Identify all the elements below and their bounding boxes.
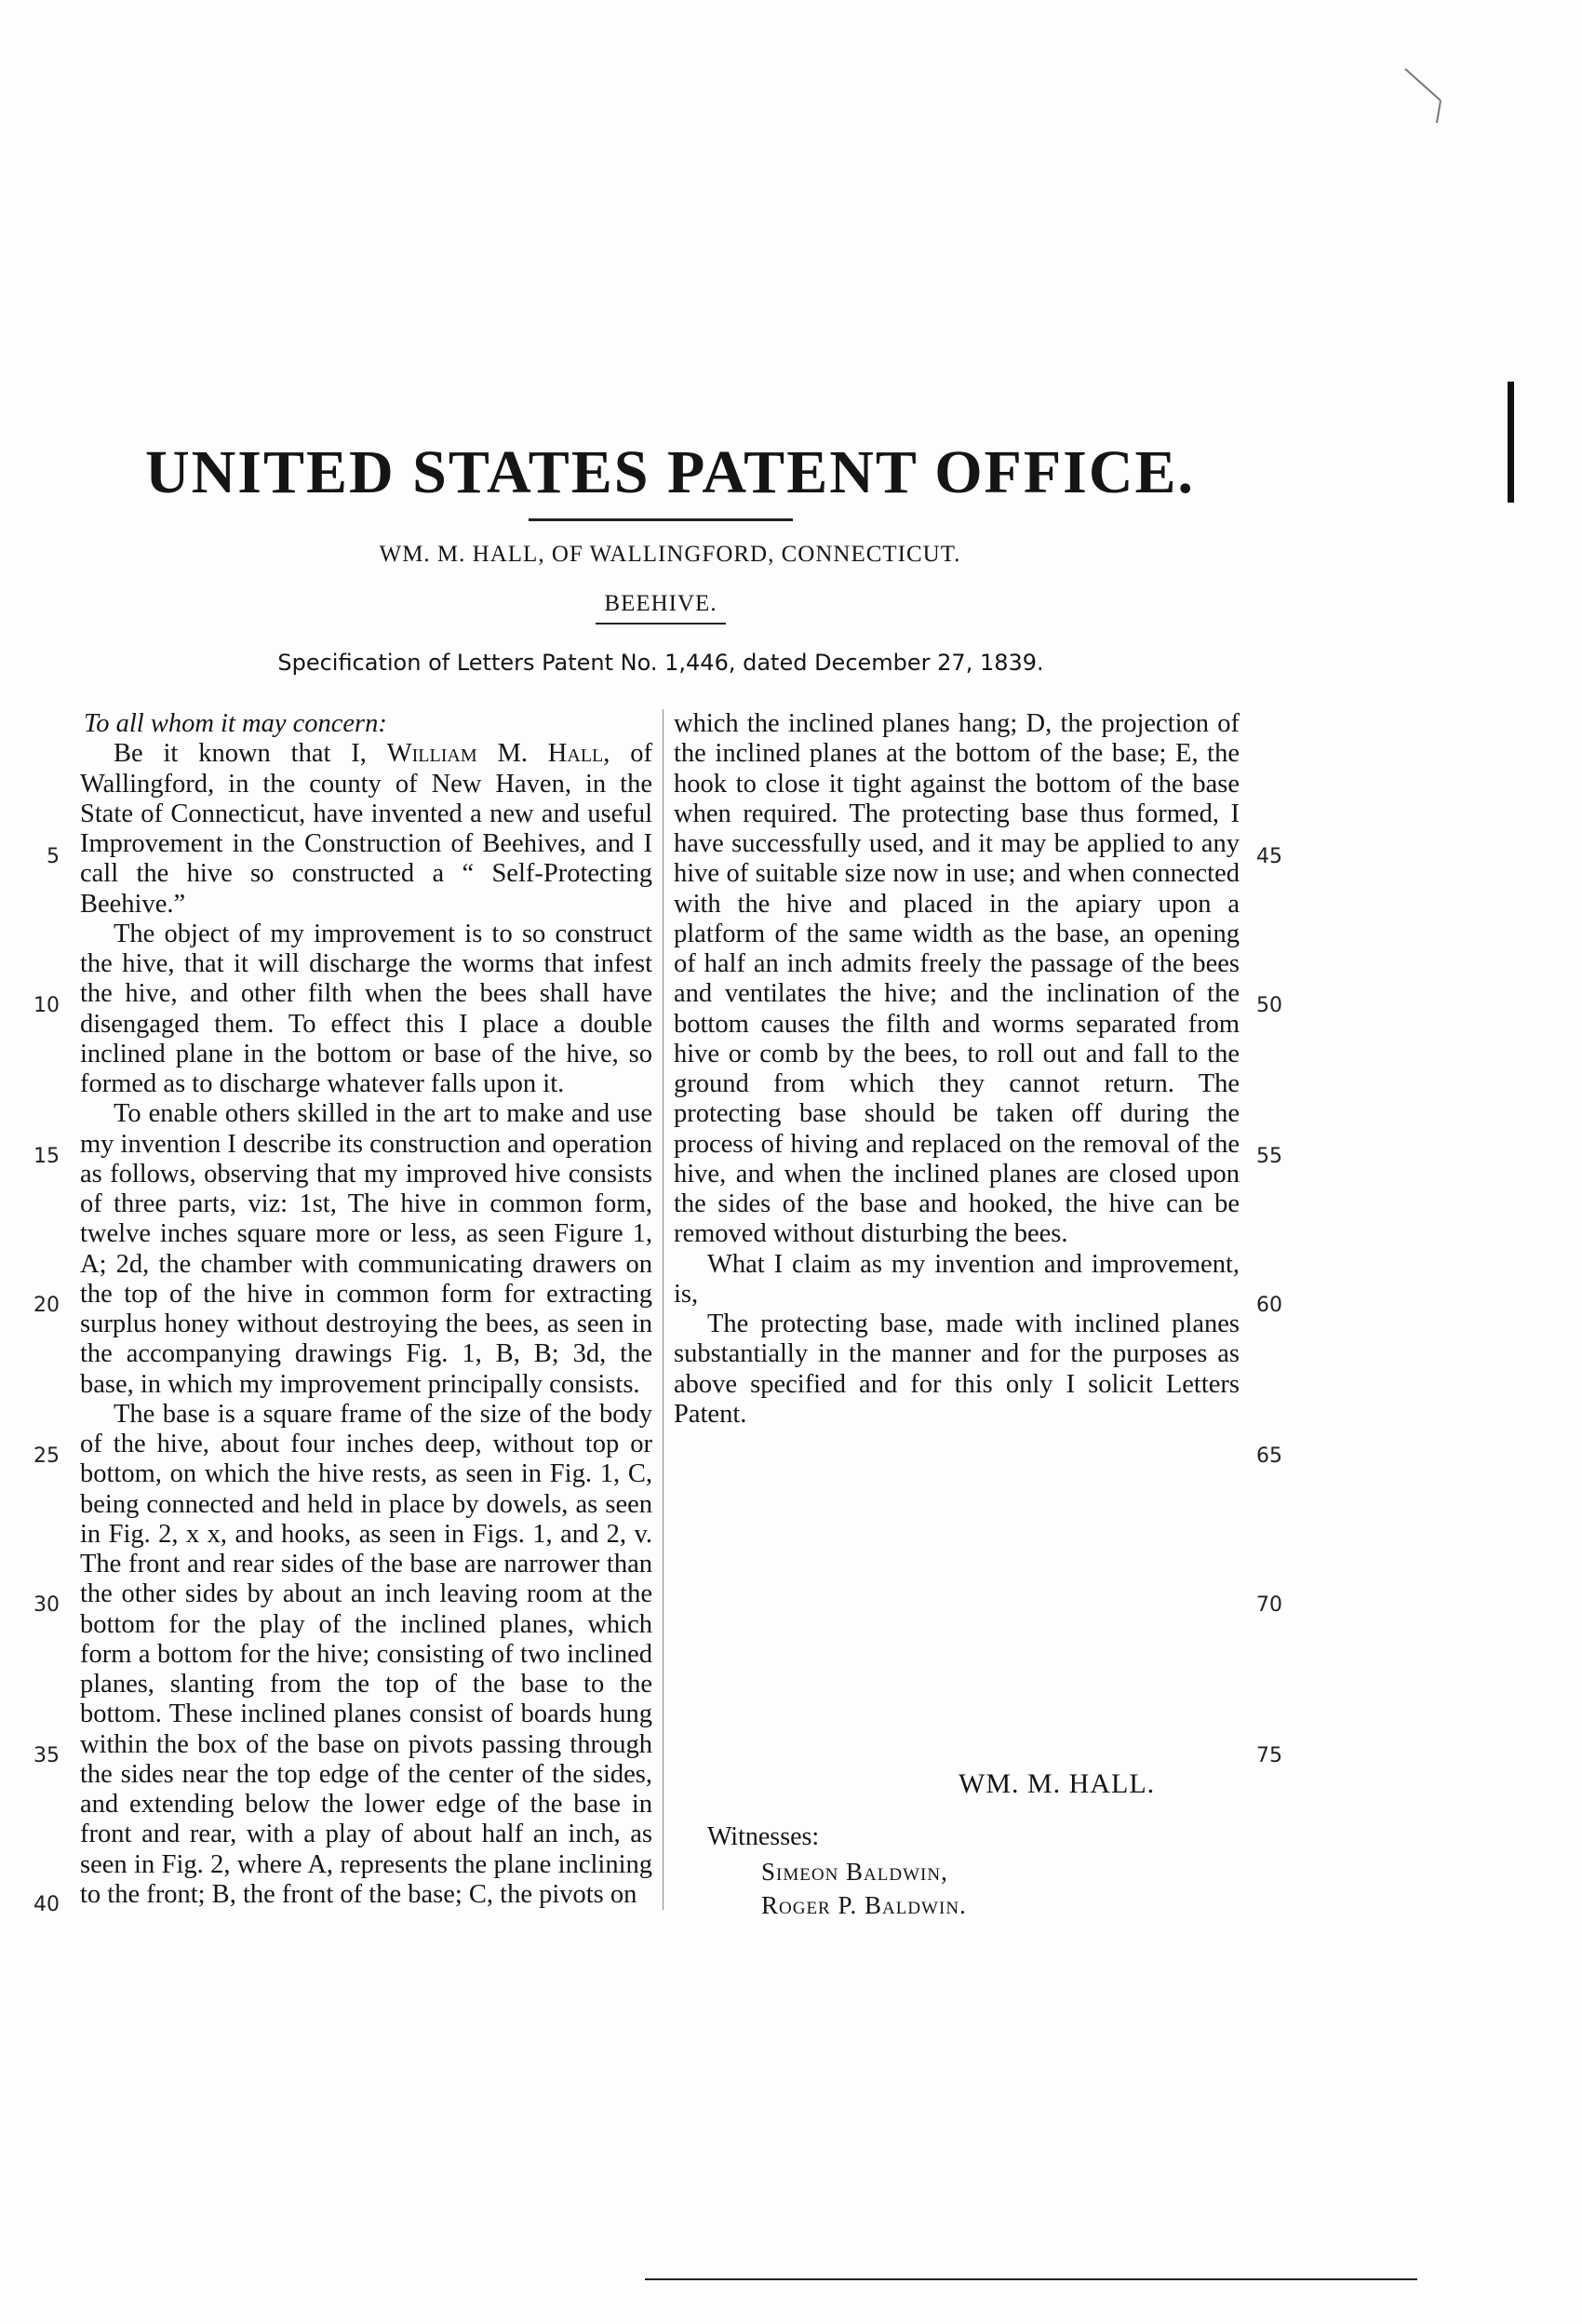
paragraph-base-description: The base is a square frame of the size of the body of the hive, about four inches deep, without top or bottom, on which the hive rests, as seen in Fig. 1, C, being connected and held in place by dowels, as seen in Fig. 2, x x, and hooks, as seen in Figs. 1, and 2, v. The front and rear sides of the base are narrower than the other sides by about an inch leaving room at the bottom for the play of the inclined planes, which form a bottom for the hive; consisting of two inclined planes, slanting from the top of the base to the bottom. These inclined planes consist of boards hung within the box of the base on pivots passing through the sides near the top edge of the center of the sides, and extending below the lower edge of the base in front and rear, with a play of about half an inch, as seen in Fig. 2, where A, represents the plane inclining to the front; B, the front of the base; C, the pivots on bbox=[80, 1399, 652, 1909]
line-number: 5 bbox=[47, 845, 60, 868]
inventor-line: WM. M. HALL, OF WALLINGFORD, CONNECTICUT. bbox=[379, 542, 961, 567]
intro-text-a: Be it known that I, bbox=[114, 739, 387, 769]
line-number: 20 bbox=[34, 1294, 60, 1317]
text-column-right bbox=[674, 709, 1240, 1430]
witnesses-label: Witnesses: bbox=[707, 1822, 820, 1851]
specification-line: Specification of Letters Patent No. 1,446, dated December 27, 1839. bbox=[277, 650, 1044, 676]
column-divider bbox=[663, 709, 664, 1910]
line-number: 70 bbox=[1256, 1593, 1282, 1617]
subject-heading: BEEHIVE. bbox=[604, 591, 717, 616]
paragraph-base-description-continued: which the inclined planes hang; D, the projection of the inclined planes at the bottom of the base; E, the hook to close it tight against the bottom of the base when required. The protecting base thus formed, I have successfully used, and it may be applied to any hive of suitable size now in use; and when connected with the hive and placed in the apiary upon a platform of the same width as the base, an opening of half an inch admits freely the passage of the bees and ventilates the hive; and the inclination of the bottom causes the filth and worms separated from hive or comb by the bees, to roll out and fall to the ground from which they cannot return. The protecting base should be taken off during the process of hiving and replaced on the removal of the hive, and when the inclined planes are closed upon the sides of the base and hooked, the hive can be removed without disturbing the bees. bbox=[674, 709, 1240, 1249]
paragraph-object: The object of my improvement is to so construct the hive, that it will discharge the worms that infest the hive, and other filth when the bees shall have disengaged them. To effect this I place a double inclined plane in the bottom or base of the hive, so formed as to discharge whatever falls upon it. bbox=[80, 919, 652, 1098]
text-column-left bbox=[80, 709, 652, 1910]
salutation: To all whom it may concern: bbox=[84, 709, 387, 738]
line-number: 75 bbox=[1256, 1744, 1282, 1767]
paragraph-introduction bbox=[80, 739, 652, 920]
right-column-flow bbox=[674, 709, 1240, 1250]
inventor-signature: WM. M. HALL. bbox=[959, 1768, 1156, 1799]
line-number: 65 bbox=[1256, 1444, 1282, 1468]
line-number: 50 bbox=[1256, 994, 1282, 1017]
title-rule bbox=[529, 518, 793, 521]
footer-rule bbox=[645, 2278, 1417, 2280]
intro-text-b: , of Wallingford, in the county of New Haven, in the State of Connecticut, have invented a new and useful Improvement in the Construction of Beehives, and I call the hive so constructed a “ Self-Protecting Beehive.” bbox=[80, 739, 652, 919]
line-number: 60 bbox=[1256, 1294, 1282, 1317]
margin-ink-bar bbox=[1508, 382, 1514, 503]
subject-rule bbox=[596, 623, 726, 625]
paragraph-construction: To enable others skilled in the art to make and use my invention I describe its construction and operation as follows, observing that my improved hive consists of three parts, viz: 1st, The hive in common form, twelve inches square more or less, as seen Figure 1, A; 2d, the chamber with communicating drawers on the top of the hive in common form for extracting surplus honey without destroying the bees, as seen in the accompanying drawings Fig. 1, B, B; 3d, the base, in which my improvement principally consists. bbox=[80, 1099, 652, 1399]
line-number: 40 bbox=[34, 1893, 60, 1916]
inventor-name: William M. Hall bbox=[386, 739, 604, 769]
paragraph-claim-intro: What I claim as my invention and improvement, is, bbox=[674, 1249, 1240, 1309]
line-number: 25 bbox=[34, 1444, 60, 1468]
line-number: 15 bbox=[34, 1145, 60, 1168]
office-title: UNITED STATES PATENT OFFICE. bbox=[144, 438, 1196, 506]
witness-name: Roger P. Baldwin. bbox=[761, 1891, 967, 1919]
line-number: 45 bbox=[1256, 845, 1282, 868]
line-number: 30 bbox=[34, 1593, 60, 1617]
line-number: 55 bbox=[1256, 1145, 1282, 1168]
witness-name: Simeon Baldwin, bbox=[761, 1858, 948, 1886]
paragraph-claim: The protecting base, made with inclined planes substantially in the manner and for the purposes as above specified and for this only I solicit Letters Patent. bbox=[674, 1310, 1240, 1429]
line-number: 35 bbox=[34, 1744, 60, 1767]
line-number: 10 bbox=[34, 994, 60, 1017]
margin-scribble-mark bbox=[1403, 67, 1442, 125]
